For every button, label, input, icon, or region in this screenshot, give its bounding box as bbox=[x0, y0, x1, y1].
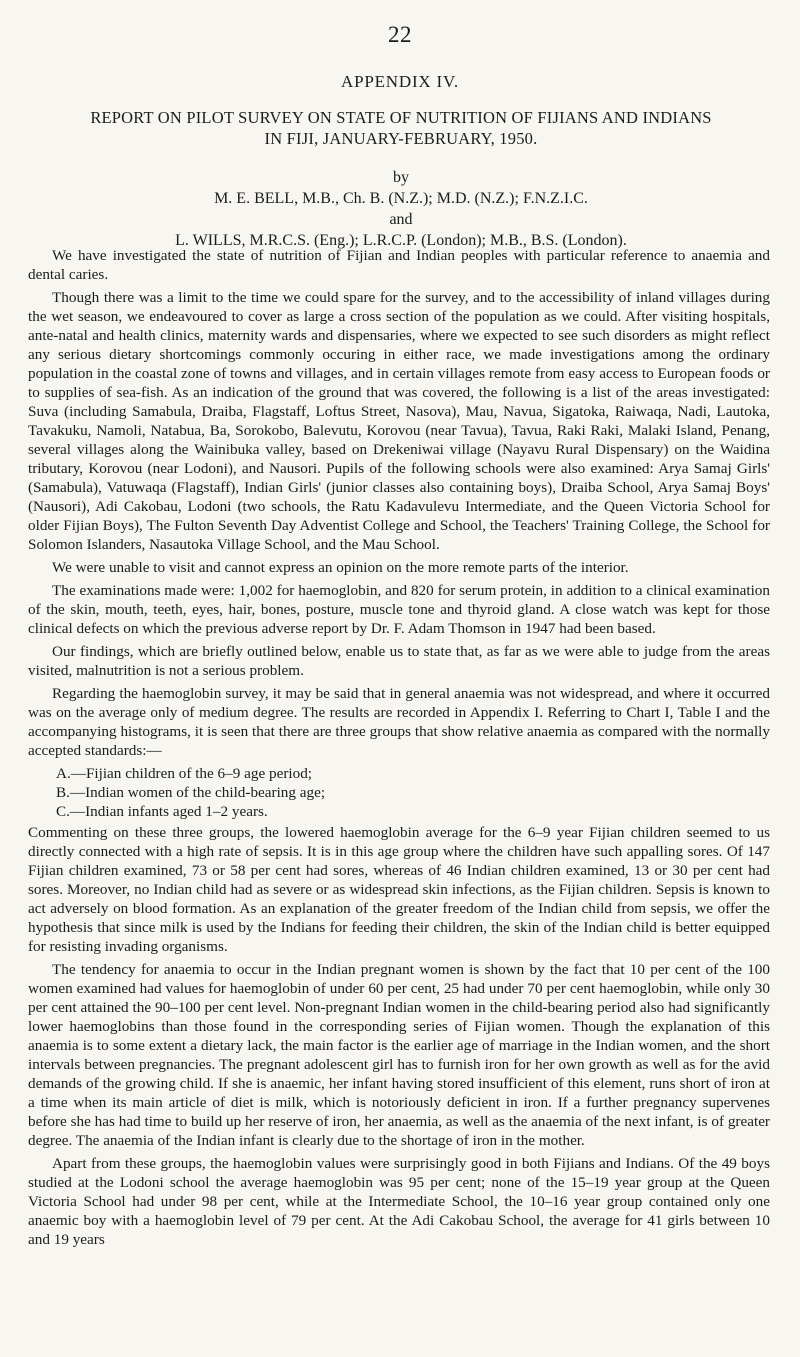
anaemia-groups-list bbox=[28, 764, 770, 821]
byline-by: by bbox=[393, 169, 409, 186]
paragraph: We have investigated the state of nutrition of Fijian and Indian peoples with particular reference to anaemia and dental caries. bbox=[28, 247, 770, 283]
page-number: 22 bbox=[388, 22, 412, 47]
paragraph: Though there was a limit to the time we could spare for the survey, and to the accessibility of inland villages during the wet season, we endeavoured to cover as large a cross section of the population as we could. After visiting hospitals, ante-natal and health clinics, maternity wards and dispensaries, where we expected to see such disorders as might reflect any serious dietary shortcomings commonly occuring in either race, we made investigations among the ordinary population in the coastal zone of towns and villages, and in certain villages remote from easy access to European foods or to supplies of sea-fish. As an indication of the ground that was covered, the following is a list of the areas investigated: Suva (including Samabula, Draiba, Flagstaff, Loftus Street, Nasova), Mau, Navua, Sigatoka, Raiwaqa, Nadi, Lautoka, Tavakuku, Namoli, Natabua, Ba, Sorokobo, Balevutu, Korovou (near Tavua), Tavua, Raki Raki, Malaki Island, Penang, several villages along the Wainibuka valley, based on Drekeniwai village (Nayavu Rural Dispensary) on the Waidina tributary, Korovou (near Lodoni), and Nausori. Pupils of the following schools were also examined: Arya Samaj Girls' (Samabula), Vatuwaqa (Flagstaff), Indian Girls' (junior classes also containing boys), Draiba School, Arya Samaj Boys' (Nausori), Adi Cakobau, Lodoni (two schools, the Ratu Kadavulevu Intermediate, and the Queen Victoria School for older Fijian Boys), The Fulton Seventh Day Adventist College and School, the Teachers' Training College, the School for Solomon Islanders, Nasautoka Village School, and the Mau School. bbox=[28, 289, 770, 553]
author-1: M. E. BELL, M.B., Ch. B. (N.Z.); M.D. (N.Z.); F.N.Z.I.C. bbox=[214, 190, 588, 207]
appendix-heading: APPENDIX IV. bbox=[341, 72, 459, 91]
report-title bbox=[40, 107, 762, 149]
paragraph: The examinations made were: 1,002 for haemoglobin, and 820 for serum protein, in addition to a clinical examination of the skin, mouth, teeth, eyes, hair, bones, posture, muscle tone and thyroid gland. A close watch was kept for those clinical defects on which the previous adverse report by Dr. F. Adam Thomson in 1947 had been based. bbox=[28, 582, 770, 637]
author-byline bbox=[40, 167, 762, 251]
report-body bbox=[28, 246, 770, 1253]
group-item: B.—Indian women of the child-bearing age; bbox=[56, 784, 326, 801]
report-title-line-1: REPORT ON PILOT SURVEY ON STATE OF NUTRITION OF FIJIANS AND INDIANS bbox=[90, 108, 712, 127]
paragraph: Regarding the haemoglobin survey, it may be said that in general anaemia was not widespread, and where it occurred was on the average only of medium degree. The results are recorded in Appendix I. Referring to Chart I, Table I and the accompanying histograms, it is seen that there are three groups that show relative anaemia as compared with the normally accepted standards:— bbox=[28, 685, 770, 759]
paragraph: Apart from these groups, the haemoglobin values were surprisingly good in both Fijians and Indians. Of the 49 boys studied at the Lodoni school the average haemoglobin was 95 per cent; none of the 15–19 year group at the Queen Victoria School had under 98 per cent, while at the Intermediate School, the 10–16 year group contained only one anaemic boy with a haemoglobin level of 79 per cent. At the Adi Cakobau School, the average for 41 girls between 10 and 19 years bbox=[28, 1155, 770, 1248]
paragraph: We were unable to visit and cannot express an opinion on the more remote parts of the interior. bbox=[52, 559, 629, 576]
byline-and: and bbox=[389, 211, 413, 228]
paragraph: Our findings, which are briefly outlined below, enable us to state that, as far as we were able to judge from the areas visited, malnutrition is not a serious problem. bbox=[28, 643, 770, 679]
report-title-line-2: IN FIJI, JANUARY-FEBRUARY, 1950. bbox=[264, 129, 538, 148]
paragraph: Commenting on these three groups, the lowered haemoglobin average for the 6–9 year Fijian children seemed to us directly connected with a high rate of sepsis. It is in this age group where the children have such appalling sores. Of 147 Fijian children examined, 73 or 58 per cent had sores, whereas of 46 Indian children examined, 13 or 30 per cent had sores. Moreover, no Indian child had as severe or as widespread skin infections, as the Fijian children. Sepsis is known to act adversely on blood formation. As an explanation of the greater freedom of the Indian child from sepsis, we offer the hypothesis that since milk is used by the Indians for feeding their children, the skin of the Indian child is better equipped for resisting invading organisms. bbox=[28, 824, 770, 955]
group-item: A.—Fijian children of the 6–9 age period; bbox=[56, 765, 313, 782]
paragraph: The tendency for anaemia to occur in the Indian pregnant women is shown by the fact that 10 per cent of the 100 women examined had values for haemoglobin of under 60 per cent, 25 had under 70 per cent haemoglobin, while only 30 per cent attained the 90–100 per cent level. Non-pregnant Indian women in the child-bearing period also had significantly lower haemoglobins than those found in the corresponding series of Fijian women. Though the explanation of this anaemia is to some extent a dietary lack, the main factor is the earlier age of marriage in the Indian women, and the short intervals between pregnancies. The pregnant adolescent girl has to furnish iron for her own growth as well as for the avid demands of the growing child. If she is anaemic, her infant having stored insufficient of this element, runs short of iron at a time when its main article of diet is milk, which is notoriously deficient in iron. If a further pregnancy supervenes before she has had time to build up her reserve of iron, her anaemia, as well as the anaemia of the next infant, is of greater degree. The anaemia of the Indian infant is clearly due to the shortage of iron in the mother. bbox=[28, 961, 770, 1149]
group-item: C.—Indian infants aged 1–2 years. bbox=[56, 803, 268, 820]
author-2: L. WILLS, M.R.C.S. (Eng.); L.R.C.P. (London); M.B., B.S. (London). bbox=[175, 232, 627, 249]
